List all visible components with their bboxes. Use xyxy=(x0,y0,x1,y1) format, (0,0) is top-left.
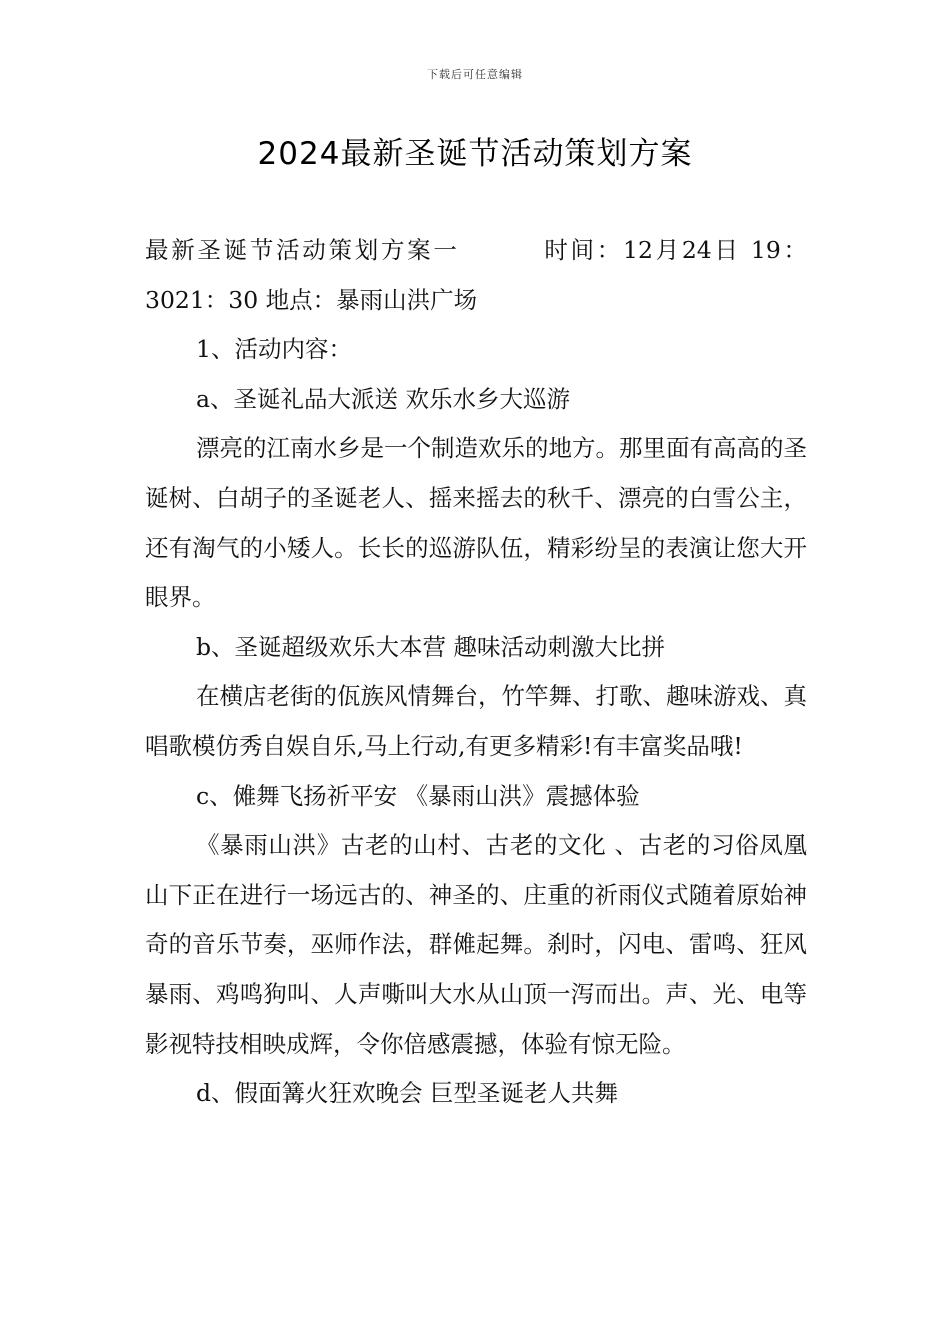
section-heading: 1、活动内容： xyxy=(196,335,352,364)
item-a-heading: a、圣诞礼品大派送 欢乐水乡大巡游 xyxy=(196,384,570,413)
item-b-paragraph: 在横店老街的佤族风情舞台，竹竿舞、打歌、趣味游戏、真唱歌模仿秀自娱自乐,马上行动,有更多精彩!有丰富奖品哦! xyxy=(145,682,807,760)
item-b-heading: b、圣诞超级欢乐大本营 趣味活动刺激大比拼 xyxy=(196,632,666,661)
item-c-paragraph: 《暴雨山洪》古老的山村、古老的文化 、古老的习俗凤凰山下正在进行一场远古的、神圣的、庄重的祈雨仪式随着原始神奇的音乐节奏，巫师作法，群傩起舞。刹时，闪电、雷鸣、狂风暴雨、鸡鸣狗叫、人声嘶叫大水从山顶一泻而出。声、光、电等影视特技相映成辉，令你倍感震撼，体验有惊无险。 xyxy=(145,831,807,1058)
document-title: 2024最新圣诞节活动策划方案 xyxy=(257,136,693,172)
header-note: 下载后可任意编辑 xyxy=(427,68,523,81)
item-d-heading: d、假面篝火狂欢晚会 巨型圣诞老人共舞 xyxy=(196,1079,619,1108)
document-body xyxy=(145,226,807,1119)
item-a-paragraph: 漂亮的江南水乡是一个制造欢乐的地方。那里面有高高的圣诞树、白胡子的圣诞老人、摇来摇去的秋千、漂亮的白雪公主，还有淘气的小矮人。长长的巡游队伍，精彩纷呈的表演让您大开眼界。 xyxy=(145,434,807,612)
intro-plan-name: 最新圣诞节活动策划方案一 xyxy=(145,236,460,264)
item-c-heading: c、傩舞飞扬祈平安 《暴雨山洪》震撼体验 xyxy=(196,781,640,810)
intro-time-location: 时间：12月24日 19：3021：30 地点：暴雨山洪广场 xyxy=(145,236,807,314)
intro-paragraph xyxy=(145,226,807,325)
